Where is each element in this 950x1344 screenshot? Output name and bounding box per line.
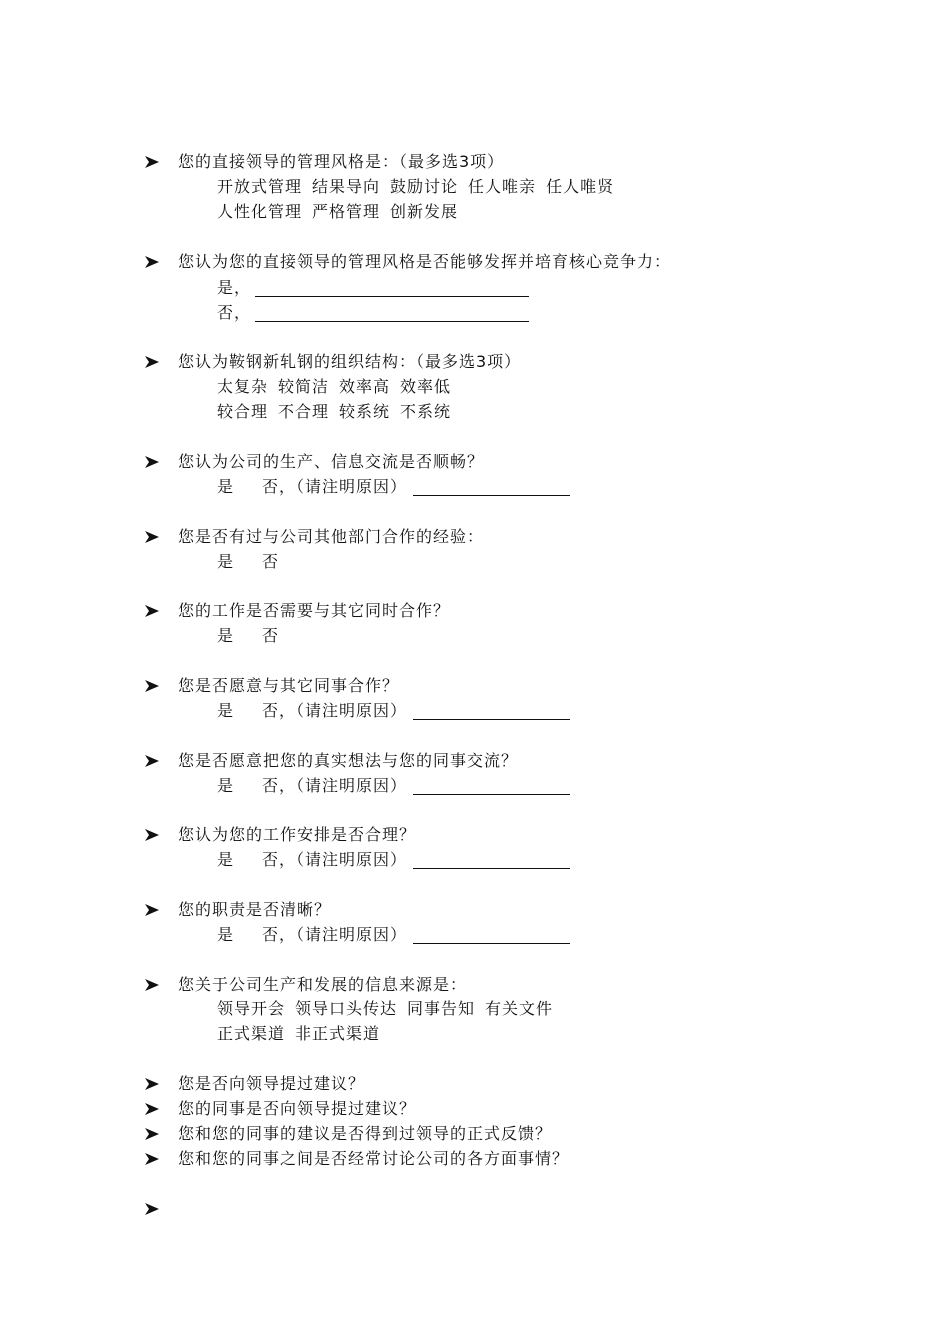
reason-blank[interactable] [413, 927, 570, 944]
answer-row [217, 301, 529, 325]
option-item[interactable]: 有关文件 [485, 999, 554, 1018]
answer-row [217, 475, 570, 499]
option-item[interactable]: 太复杂 [217, 377, 269, 396]
option-item[interactable]: 领导口头传达 [295, 999, 398, 1018]
reason-label: （请注明原因） [296, 925, 408, 944]
arrow-bullet-icon [144, 250, 162, 274]
option-item[interactable]: 创新发展 [390, 202, 459, 221]
option-item[interactable]: 鼓励讨论 [390, 177, 459, 196]
answer-row [217, 923, 570, 947]
answer-row [217, 848, 570, 872]
no-option[interactable]: 否， [262, 701, 297, 720]
option-item[interactable]: 人性化管理 [217, 202, 303, 221]
option-item[interactable]: 较系统 [339, 402, 391, 421]
option-item[interactable]: 非正式渠道 [295, 1024, 381, 1043]
reason-label: （请注明原因） [296, 701, 408, 720]
arrow-bullet-icon [144, 674, 162, 698]
option-item[interactable]: 正式渠道 [217, 1024, 286, 1043]
yes-option[interactable]: 是 [217, 477, 235, 496]
answer-blank[interactable] [255, 280, 529, 297]
question-prompt: 您是否愿意与其它同事合作？ [178, 676, 400, 695]
answer-row [217, 624, 279, 648]
option-item[interactable]: 同事告知 [407, 999, 476, 1018]
question-prompt: 您是否愿意把您的真实想法与您的同事交流？ [178, 751, 519, 770]
arrow-bullet-icon [144, 350, 162, 374]
yes-option[interactable]: 是 [217, 925, 235, 944]
option-item[interactable]: 严格管理 [312, 202, 381, 221]
no-option[interactable]: 否， [217, 303, 252, 322]
arrow-bullet-icon [144, 525, 162, 549]
reason-blank[interactable] [413, 852, 570, 869]
question-prompt: 您关于公司生产和发展的信息来源是： [178, 975, 468, 994]
question-prompt: 您和您的同事之间是否经常讨论公司的各方面事情？ [178, 1149, 570, 1168]
reason-blank[interactable] [413, 778, 570, 795]
answer-row [217, 550, 279, 574]
question-prompt: 您认为鞍钢新轧钢的组织结构：（最多选3项） [178, 352, 522, 371]
no-option[interactable]: 否， [262, 925, 297, 944]
arrow-bullet-icon [144, 599, 162, 623]
answer-row [217, 774, 570, 798]
yes-option[interactable]: 是， [217, 278, 252, 297]
no-option[interactable]: 否 [262, 552, 280, 571]
option-item[interactable]: 领导开会 [217, 999, 286, 1018]
option-row [217, 200, 468, 224]
question-prompt: 您的工作是否需要与其它同时合作？ [178, 601, 451, 620]
question-prompt: 您是否有过与公司其他部门合作的经验： [178, 527, 485, 546]
question-prompt: 您的同事是否向领导提过建议？ [178, 1099, 417, 1118]
reason-label: （请注明原因） [296, 776, 408, 795]
arrow-bullet-icon [144, 1197, 162, 1221]
option-row [217, 997, 563, 1021]
reason-blank[interactable] [413, 479, 570, 496]
reason-label: （请注明原因） [296, 850, 408, 869]
question-prompt: 您认为您的工作安排是否合理？ [178, 825, 417, 844]
arrow-bullet-icon [144, 1147, 162, 1171]
option-item[interactable]: 较合理 [217, 402, 269, 421]
reason-blank[interactable] [413, 703, 570, 720]
arrow-bullet-icon [144, 450, 162, 474]
option-item[interactable]: 任人唯亲 [468, 177, 537, 196]
option-item[interactable]: 效率高 [339, 377, 391, 396]
arrow-bullet-icon [144, 823, 162, 847]
yes-option[interactable]: 是 [217, 850, 235, 869]
reason-label: （请注明原因） [296, 477, 408, 496]
question-prompt: 您的职责是否清晰？ [178, 900, 332, 919]
question-prompt: 您是否向领导提过建议？ [178, 1074, 366, 1093]
answer-row [217, 699, 570, 723]
arrow-bullet-icon [144, 898, 162, 922]
arrow-bullet-icon [144, 1122, 162, 1146]
answer-row [217, 276, 529, 300]
option-item[interactable]: 开放式管理 [217, 177, 303, 196]
arrow-bullet-icon [144, 1097, 162, 1121]
option-item[interactable]: 不合理 [278, 402, 330, 421]
question-prompt: 您认为公司的生产、信息交流是否顺畅？ [178, 452, 485, 471]
no-option[interactable]: 否， [262, 776, 297, 795]
option-item[interactable]: 效率低 [400, 377, 452, 396]
option-row [217, 1022, 390, 1046]
option-item[interactable]: 结果导向 [312, 177, 381, 196]
option-row [217, 175, 624, 199]
arrow-bullet-icon [144, 150, 162, 174]
arrow-bullet-icon [144, 749, 162, 773]
no-option[interactable]: 否， [262, 477, 297, 496]
answer-blank[interactable] [255, 305, 529, 322]
option-row [217, 400, 461, 424]
question-prompt: 您的直接领导的管理风格是：（最多选3项） [178, 152, 505, 171]
arrow-bullet-icon [144, 1072, 162, 1096]
option-item[interactable]: 不系统 [400, 402, 452, 421]
yes-option[interactable]: 是 [217, 626, 235, 645]
question-prompt: 您认为您的直接领导的管理风格是否能够发挥并培育核心竞争力： [178, 252, 672, 271]
no-option[interactable]: 否 [262, 626, 280, 645]
option-row [217, 375, 461, 399]
yes-option[interactable]: 是 [217, 552, 235, 571]
option-item[interactable]: 较简洁 [278, 377, 330, 396]
question-prompt: 您和您的同事的建议是否得到过领导的正式反馈？ [178, 1124, 553, 1143]
arrow-bullet-icon [144, 973, 162, 997]
yes-option[interactable]: 是 [217, 776, 235, 795]
no-option[interactable]: 否， [262, 850, 297, 869]
option-item[interactable]: 任人唯贤 [546, 177, 615, 196]
yes-option[interactable]: 是 [217, 701, 235, 720]
